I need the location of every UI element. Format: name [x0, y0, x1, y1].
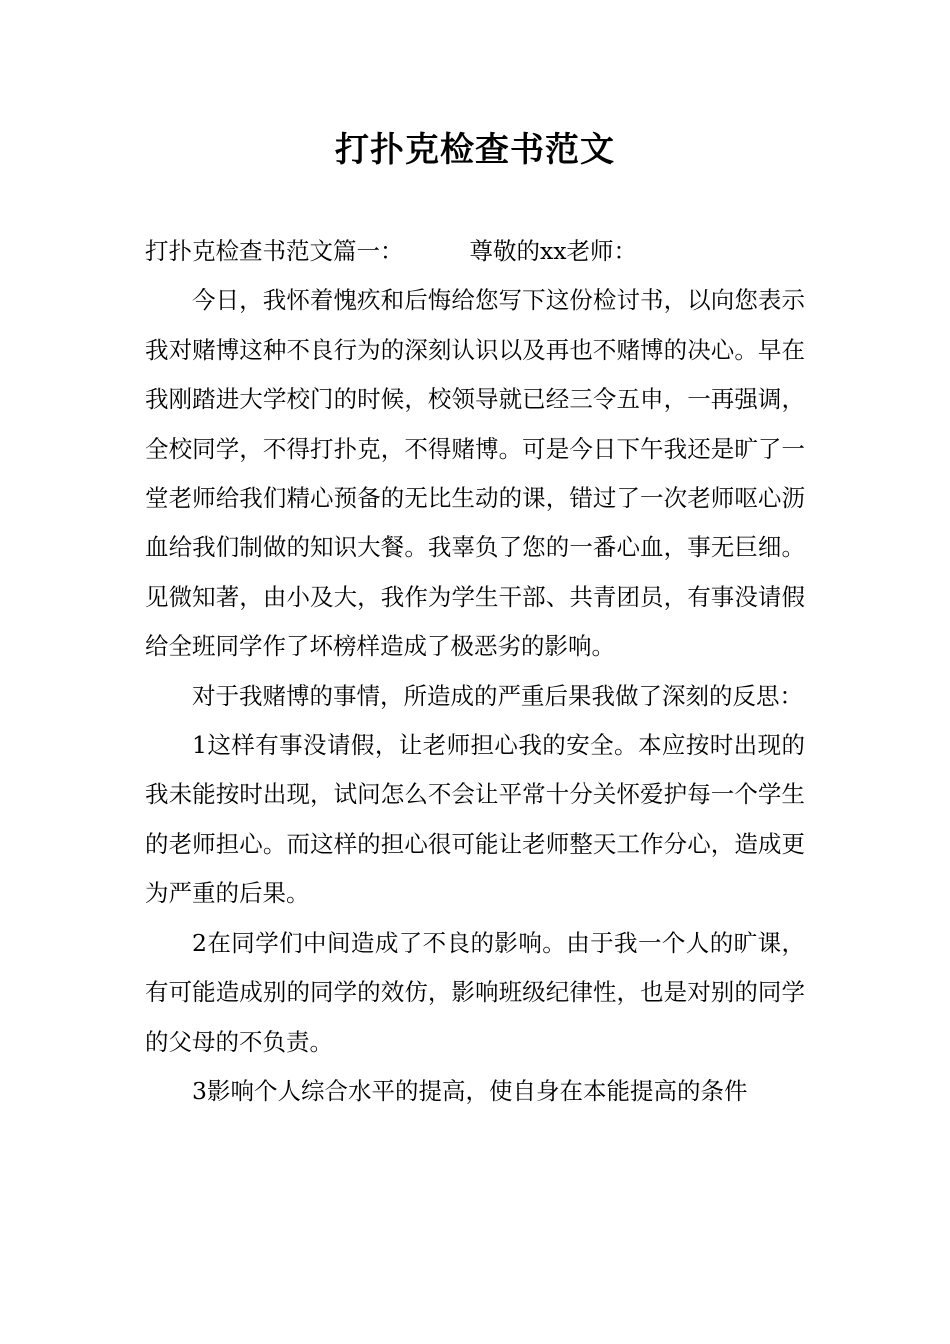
paragraph-4: 2在同学们中间造成了不良的影响。由于我一个人的旷课，有可能造成别的同学的效仿，影响班级纪律性，也是对别的同学的父母的不负责。 — [145, 928, 805, 1056]
intro-line — [145, 227, 805, 276]
paragraph-2: 对于我赌博的事情，所造成的严重后果我做了深刻的反思： — [192, 681, 803, 710]
document-body — [145, 227, 805, 1116]
paragraph-1: 今日，我怀着愧疚和后悔给您写下这份检讨书，以向您表示我对赌博这种不良行为的深刻认识以及再也不赌博的决心。早在我刚踏进大学校门的时候，校领导就已经三令五申，一再强调，全校同学，不得打扑克，不得赌博。可是今日下午我还是旷了一堂老师给我们精心预备的无比生动的课，错过了一次老师呕心沥血给我们制做的知识大餐。我辜负了您的一番心血，事无巨细。见微知著，由小及大，我作为学生干部、共青团员，有事没请假给全班同学作了坏榜样造成了极恶劣的影响。 — [145, 286, 805, 661]
document-title: 打扑克检查书范文 — [335, 130, 615, 170]
greeting: 尊敬的xx老师： — [469, 237, 638, 265]
intro-heading: 打扑克检查书范文篇一： — [145, 237, 404, 265]
paragraph-5: 3影响个人综合水平的提高，使自身在本能提高的条件 — [192, 1076, 748, 1105]
paragraph-3: 1这样有事没请假，让老师担心我的安全。本应按时出现的我未能按时出现，试问怎么不会让平常十分关怀爱护每一个学生的老师担心。而这样的担心很可能让老师整天工作分心，造成更为严重的后果。 — [145, 731, 805, 908]
